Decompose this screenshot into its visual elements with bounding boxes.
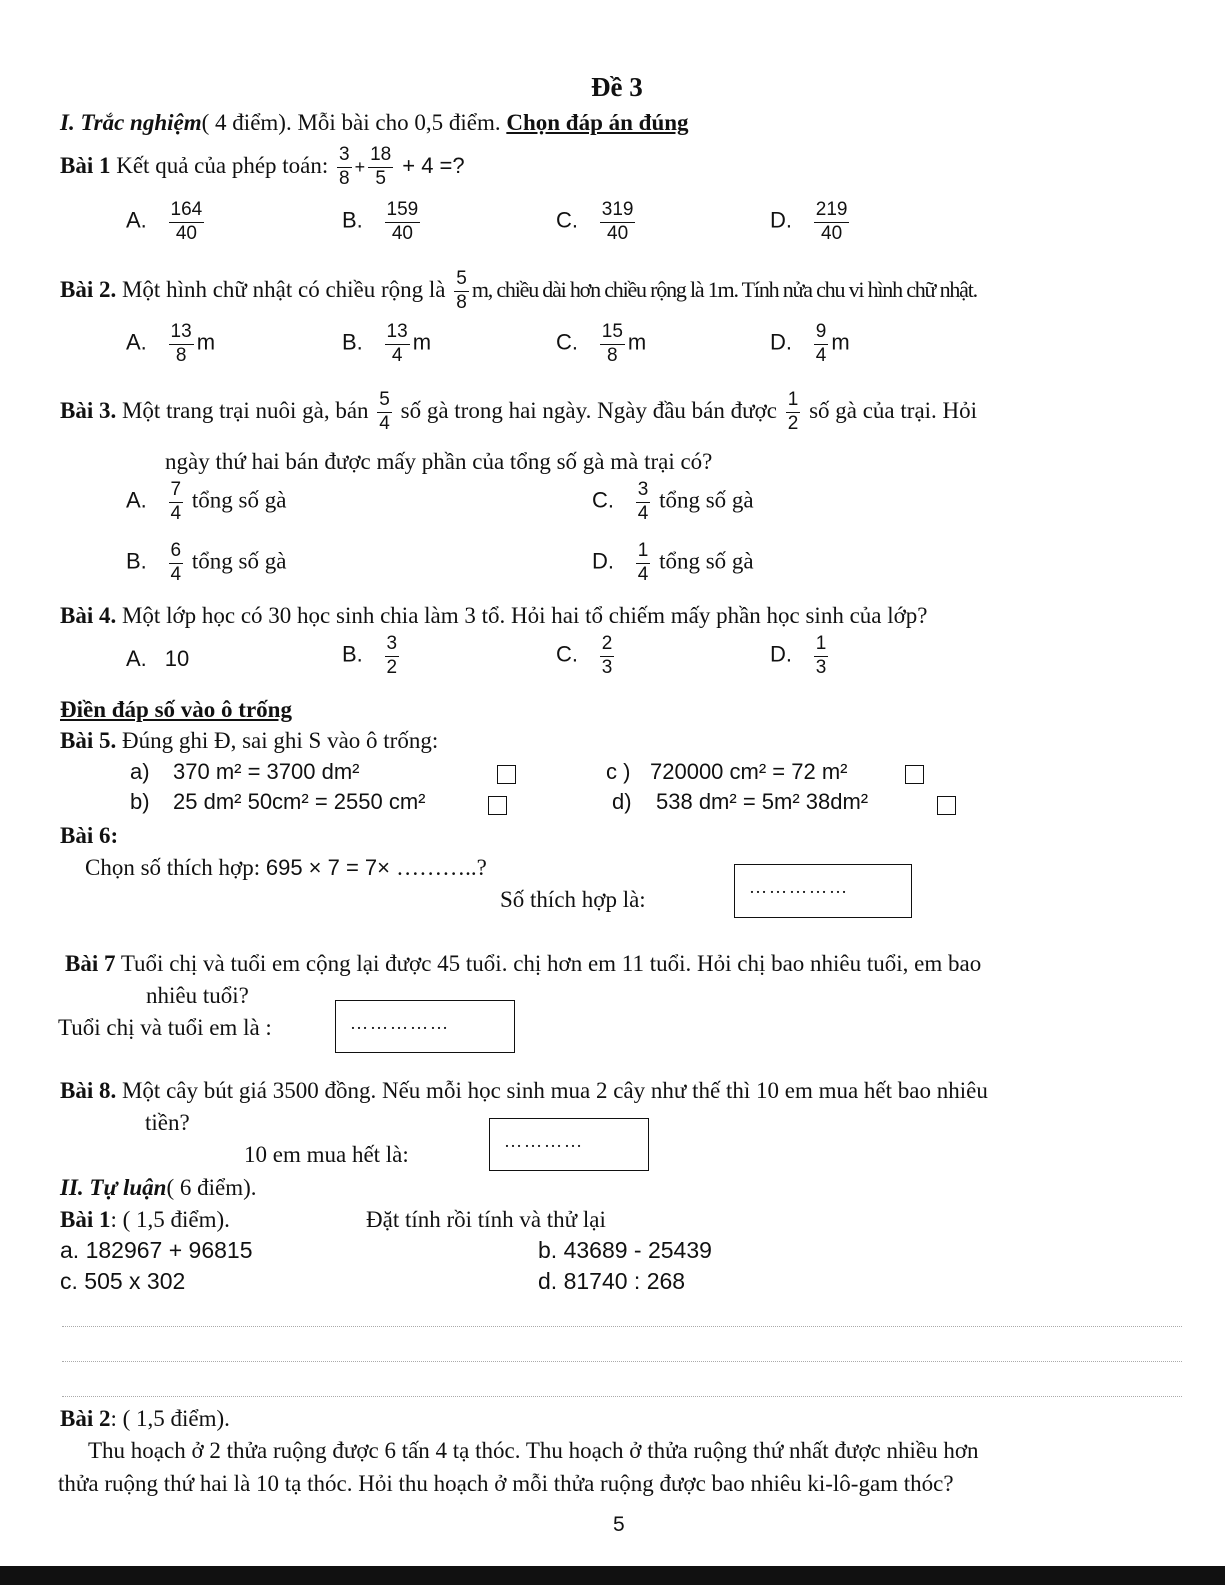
q5-label: Bài 5.	[60, 728, 117, 753]
fill-section-heading: Điền đáp số vào ô trống	[60, 697, 292, 722]
essay-2-line-1: Thu hoạch ở 2 thửa ruộng được 6 tấn 4 tạ thóc. Thu hoạch ở thửa ruộng thứ nhất được nhiều hơn	[88, 1438, 979, 1463]
page-title: Đề 3	[591, 72, 643, 102]
q5-d-expression: 538 dm² = 5m² 38dm²	[656, 789, 869, 814]
q3-line-2: ngày thứ hai bán được mấy phần của tổng số gà mà trại có?	[165, 449, 713, 474]
q5-c-expression: 720000 cm² = 72 m²	[650, 759, 848, 784]
q2-text-2: m, chiều dài hơn chiều rộng là 1m. Tính nửa chu vi hình chữ nhật.	[471, 277, 977, 302]
q3-option-b[interactable]: B. $\frac{6}{4}$ tổng số gà	[126, 540, 287, 585]
q2-text-1: Một hình chữ nhật có chiều rộng là	[116, 277, 452, 302]
essay-1-label: Bài 1	[60, 1207, 111, 1232]
q5-c-answer-box[interactable]	[905, 765, 924, 784]
q4-option-a[interactable]: A. 10	[126, 646, 190, 671]
q2-option-c[interactable]: C. $\frac{15}{8}$ m	[556, 321, 647, 366]
q5-c-letter: c )	[606, 759, 631, 784]
q1-tail: + 4 =?	[402, 153, 465, 178]
q5-b-answer-box[interactable]	[488, 796, 507, 815]
part1-title: I. Trắc nghiệm	[60, 110, 202, 135]
q5-text: Đúng ghi Đ, sai ghi S vào ô trống:	[116, 728, 439, 753]
q5-d-answer-box[interactable]	[937, 796, 956, 815]
q2-label: Bài 2.	[60, 277, 117, 302]
q2-option-a[interactable]: A. $\frac{13}{8}$ m	[126, 321, 216, 366]
q7-text: Tuổi chị và tuổi em cộng lại được 45 tuổi. chị hơn em 11 tuổi. Hỏi chị bao nhiêu tuổi, em bao	[115, 951, 982, 976]
q6-label: Bài 6:	[60, 823, 119, 848]
q8-answer-label: 10 em mua hết là:	[244, 1142, 409, 1167]
q5-b-expression: 25 dm² 50cm² = 2550 cm²	[173, 789, 426, 814]
q8-answer-dots: …………	[504, 1131, 584, 1151]
q3-text-2: số gà trong hai ngày. Ngày đầu bán được	[394, 398, 783, 423]
q6-answer-dots: ……………	[749, 877, 849, 897]
q1-option-a[interactable]: A. $\frac{164}{40}$	[126, 199, 203, 244]
essay-1-d: d. 81740 : 268	[538, 1268, 686, 1294]
q4-option-c[interactable]: C. $\frac{2}{3}$	[556, 633, 613, 678]
question-2	[60, 264, 977, 316]
answer-line-2[interactable]	[62, 1361, 1182, 1362]
q2-fraction: $\frac{5}{8}$	[456, 268, 467, 314]
q6-answer-box[interactable]	[734, 864, 912, 918]
question-3	[60, 385, 977, 437]
q3-option-c[interactable]: C. $\frac{3}{4}$ tổng số gà	[592, 479, 754, 524]
q1-option-d[interactable]: D. $\frac{219}{40}$	[770, 199, 848, 244]
part1-instruction: Chọn đáp án đúng	[506, 110, 689, 135]
q3-option-a[interactable]: A. $\frac{7}{4}$ tổng số gà	[126, 479, 287, 524]
q4-option-d[interactable]: D. $\frac{1}{3}$	[770, 633, 827, 678]
essay-1-points: : ( 1,5 điểm).	[110, 1207, 230, 1232]
q1-text: Kết quả của phép toán:	[110, 153, 335, 178]
q1-option-b[interactable]: B. $\frac{159}{40}$	[342, 199, 419, 244]
q3-text-3: số gà của trại. Hỏi	[803, 398, 978, 423]
essay-2-points: : ( 1,5 điểm).	[110, 1406, 230, 1431]
q6-prompt: Chọn số thích hợp: 695 × 7 = 7× ………..?	[85, 855, 487, 880]
q5-d-letter: d)	[612, 789, 632, 814]
question-4	[60, 603, 928, 629]
q8-answer-box[interactable]	[489, 1118, 649, 1171]
essay-1-c: c. 505 x 302	[60, 1268, 186, 1294]
essay-1-heading	[60, 1207, 230, 1233]
q7-line-2: nhiêu tuổi?	[146, 983, 249, 1008]
q1-fraction-2: $\frac{18}{5}$	[370, 144, 392, 190]
q7-answer-box[interactable]	[335, 1000, 515, 1053]
essay-1-instruction: Đặt tính rồi tính và thử lại	[366, 1207, 606, 1232]
q1-fraction-1: $\frac{3}{8}$	[339, 144, 350, 190]
q2-option-b[interactable]: B. $\frac{13}{4}$ m	[342, 321, 432, 366]
essay-2-line-2: thửa ruộng thứ hai là 10 tạ thóc. Hỏi thu hoạch ở mỗi thửa ruộng được bao nhiêu ki-lô-gam thóc?	[58, 1471, 954, 1496]
q3-label: Bài 3.	[60, 398, 117, 423]
q1-label: Bài 1	[60, 153, 111, 178]
essay-1-b: b. 43689 - 25439	[538, 1237, 712, 1263]
q8-line-2: tiền?	[145, 1110, 190, 1135]
q3-option-d[interactable]: D. $\frac{1}{4}$ tổng số gà	[592, 540, 754, 585]
question-5	[60, 728, 438, 754]
q7-answer-label: Tuổi chị và tuổi em là :	[58, 1015, 272, 1040]
question-7	[65, 951, 981, 977]
q1-plus: +	[354, 157, 366, 177]
q5-b-letter: b)	[130, 789, 150, 814]
q4-text: Một lớp học có 30 học sinh chia làm 3 tổ. Hỏi hai tổ chiếm mấy phần học sinh của lớp?	[116, 603, 928, 628]
q2-option-d[interactable]: D. $\frac{9}{4}$ m	[770, 321, 850, 366]
q5-a-answer-box[interactable]	[497, 765, 516, 784]
section-heading-part1	[60, 110, 689, 136]
q5-a-letter: a)	[130, 759, 150, 784]
q3-fraction-1: $\frac{5}{4}$	[379, 389, 390, 435]
part2-description: ( 6 điểm).	[166, 1175, 257, 1200]
q8-text: Một cây bút giá 3500 đồng. Nếu mỗi học sinh mua 2 cây như thế thì 10 em mua hết bao nhiêu	[116, 1078, 988, 1103]
q6-answer-label: Số thích hợp là:	[500, 887, 646, 912]
essay-2-label: Bài 2	[60, 1406, 111, 1431]
page-bottom-bar	[0, 1566, 1225, 1585]
q7-answer-dots: ……………	[350, 1013, 450, 1033]
q1-option-c[interactable]: C. $\frac{319}{40}$	[556, 199, 634, 244]
essay-1-a: a. 182967 + 96815	[60, 1237, 253, 1263]
q4-label: Bài 4.	[60, 603, 117, 628]
q5-a-expression: 370 m² = 3700 dm²	[173, 759, 360, 784]
q3-text-1: Một trang trại nuôi gà, bán	[116, 398, 375, 423]
page-number: 5	[613, 1513, 625, 1536]
q3-fraction-2: $\frac{1}{2}$	[787, 389, 799, 435]
q8-label: Bài 8.	[60, 1078, 117, 1103]
question-8	[60, 1078, 988, 1104]
part2-title: II. Tự luận	[60, 1175, 167, 1200]
answer-line-1[interactable]	[62, 1326, 1182, 1327]
section-heading-part2	[60, 1175, 257, 1201]
essay-2-heading	[60, 1406, 230, 1432]
question-1	[60, 140, 465, 193]
answer-line-3[interactable]	[62, 1396, 1182, 1397]
part1-description: ( 4 điểm). Mỗi bài cho 0,5 điểm.	[201, 110, 507, 135]
q4-option-b[interactable]: B. $\frac{3}{2}$	[342, 633, 398, 678]
q7-label: Bài 7	[65, 951, 116, 976]
